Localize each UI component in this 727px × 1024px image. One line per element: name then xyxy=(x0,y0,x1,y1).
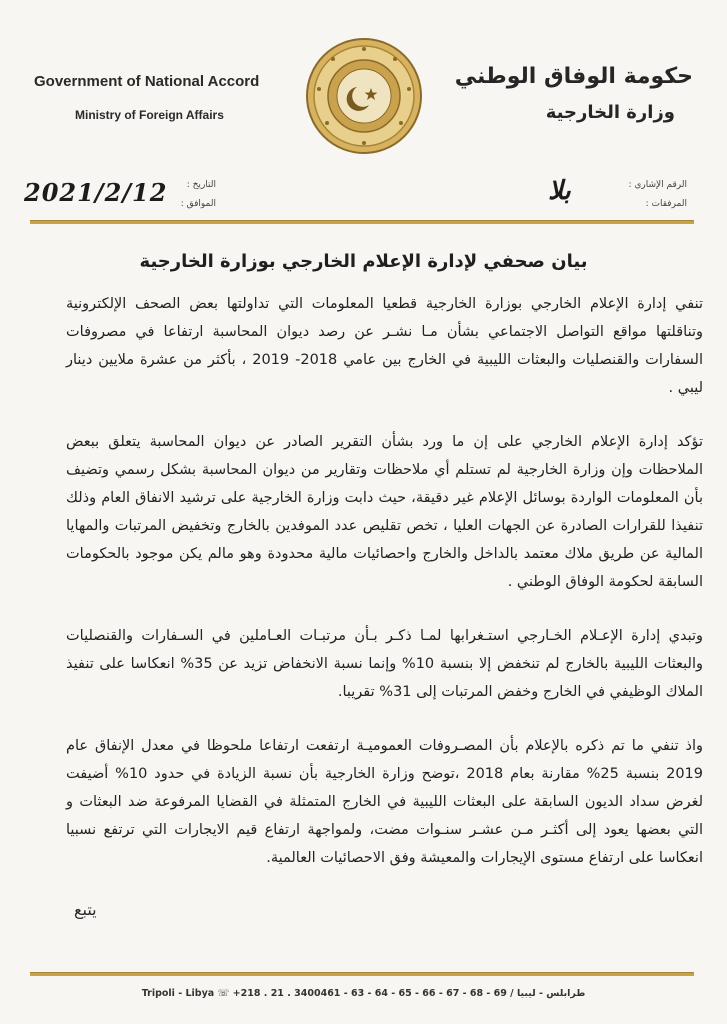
reference-number-label: الرقم الإشاري : xyxy=(628,180,687,190)
paragraph-3: وتبدي إدارة الإعـلام الخـارجي استـغرابها لمـا ذكـر بـأن مرتبـات العـاملين في السـفارات والقنصليات والبعثات الليبية بالخارج لم تنخفض إلا بنسبة 10% وإنما نسبة الانخفاض تزيد عن 35% انعكاسا على تنفيذ الملاك الوظيفي في الخارج وخفض المرتبات إلى 31% تقريبا. xyxy=(66,628,703,700)
date-label: التاريخ : xyxy=(186,180,216,190)
arabic-ministry-subtitle: وزارة الخارجية xyxy=(545,102,675,123)
attachments-label: المرفقات : xyxy=(645,199,687,209)
document-title: بيان صحفي لإدارة الإعلام الخارجي بوزارة الخارجية xyxy=(139,251,588,272)
reference-labels xyxy=(607,176,687,214)
footer-contact: Tripoli - Libya ☏ +218 . 21 . 3400461 - 63 - 64 - 65 - 66 - 67 - 68 - 69 / طرابلس - ليبيا xyxy=(141,988,586,999)
paragraph-1: تنفي إدارة الإعلام الخارجي بوزارة الخارجية قطعيا المعلومات التي تداولتها بعض الصحف الإلكترونية وتناقلتها مواقع التواصل الاجتماعي بشأن مـا نشـر عن رصد ديوان المحاسبة ارتفاعا في مصروفات السفارات والقنصليات والبعثات الليبية في الخارج بين عامي 2018- 2019 ، بأكثر من عشرة ملايين دينار ليبي . xyxy=(66,296,704,396)
government-seal-emblem xyxy=(305,37,423,155)
follow-marker: يتبع xyxy=(74,900,97,919)
english-ministry-subtitle: Ministry of Foreign Affairs xyxy=(75,108,224,122)
footer-divider xyxy=(30,972,694,976)
document-body xyxy=(66,290,703,898)
paragraph-2: تؤكد إدارة الإعلام الخارجي على إن ما ورد بشأن التقرير الصادر عن ديوان المحاسبة يتعلق ببعض الملاحظات وإن وزارة الخارجية لم تستلم أي ملاحظات وتقارير من ديوان المحاسبة بشكل رسمي وتضيف بأن المعلومات الواردة بوسائل الإعلام غير دقيقة، حيث دابت وزارة الخارجية على ترشيد الانفاق العام وذلك تنفيذا للقرارات الصادرة عن الجهات العليا ، تخص تقليص عدد الموفدين بالخارج وتخفيض المرتبات والمهايا المالية عن طريق ملاك معتمد بالداخل والخارج واحصائيات مالية محدودة وهو مالم يكن موجود بالحكومات السابقة لحكومة الوفاق الوطني . xyxy=(66,434,703,590)
corresponding-label: الموافق : xyxy=(180,199,216,209)
arabic-government-title: حكومة الوفاق الوطني xyxy=(454,64,693,89)
paragraph-4: واذ تنفي ما تم ذكره بالإعلام بأن المصـروفات العموميـة ارتفعت ارتفاعا ملحوظا في معدل الإنفاق عام 2019 بنسبة 25% مقارنة بعام 2018 ،توضح وزارة الخارجية بأن نسبة الزيادة في حدود 10% أضيفت لغرض سداد الديون السابقة على البعثات الليبية في الخارج المتمثلة في القضايا المرفوعة ضد البعثات و التي بعضها يعود إلى أكثـر مـن عشـر سنـوات مضت، ولمواجهة ارتفاع قيم الايجارات التي ترتفع نسبيا انعكاسا على ارتفاع مستوى الإيجارات والمعيشة وفق الاحصائيات العالمية. xyxy=(66,738,704,866)
handwritten-date: 2021/2/12 xyxy=(24,178,168,207)
handwritten-attachments-value: بلا xyxy=(548,176,571,206)
date-labels xyxy=(160,176,216,214)
english-government-title: Government of National Accord xyxy=(34,73,260,90)
header-divider xyxy=(30,220,694,224)
